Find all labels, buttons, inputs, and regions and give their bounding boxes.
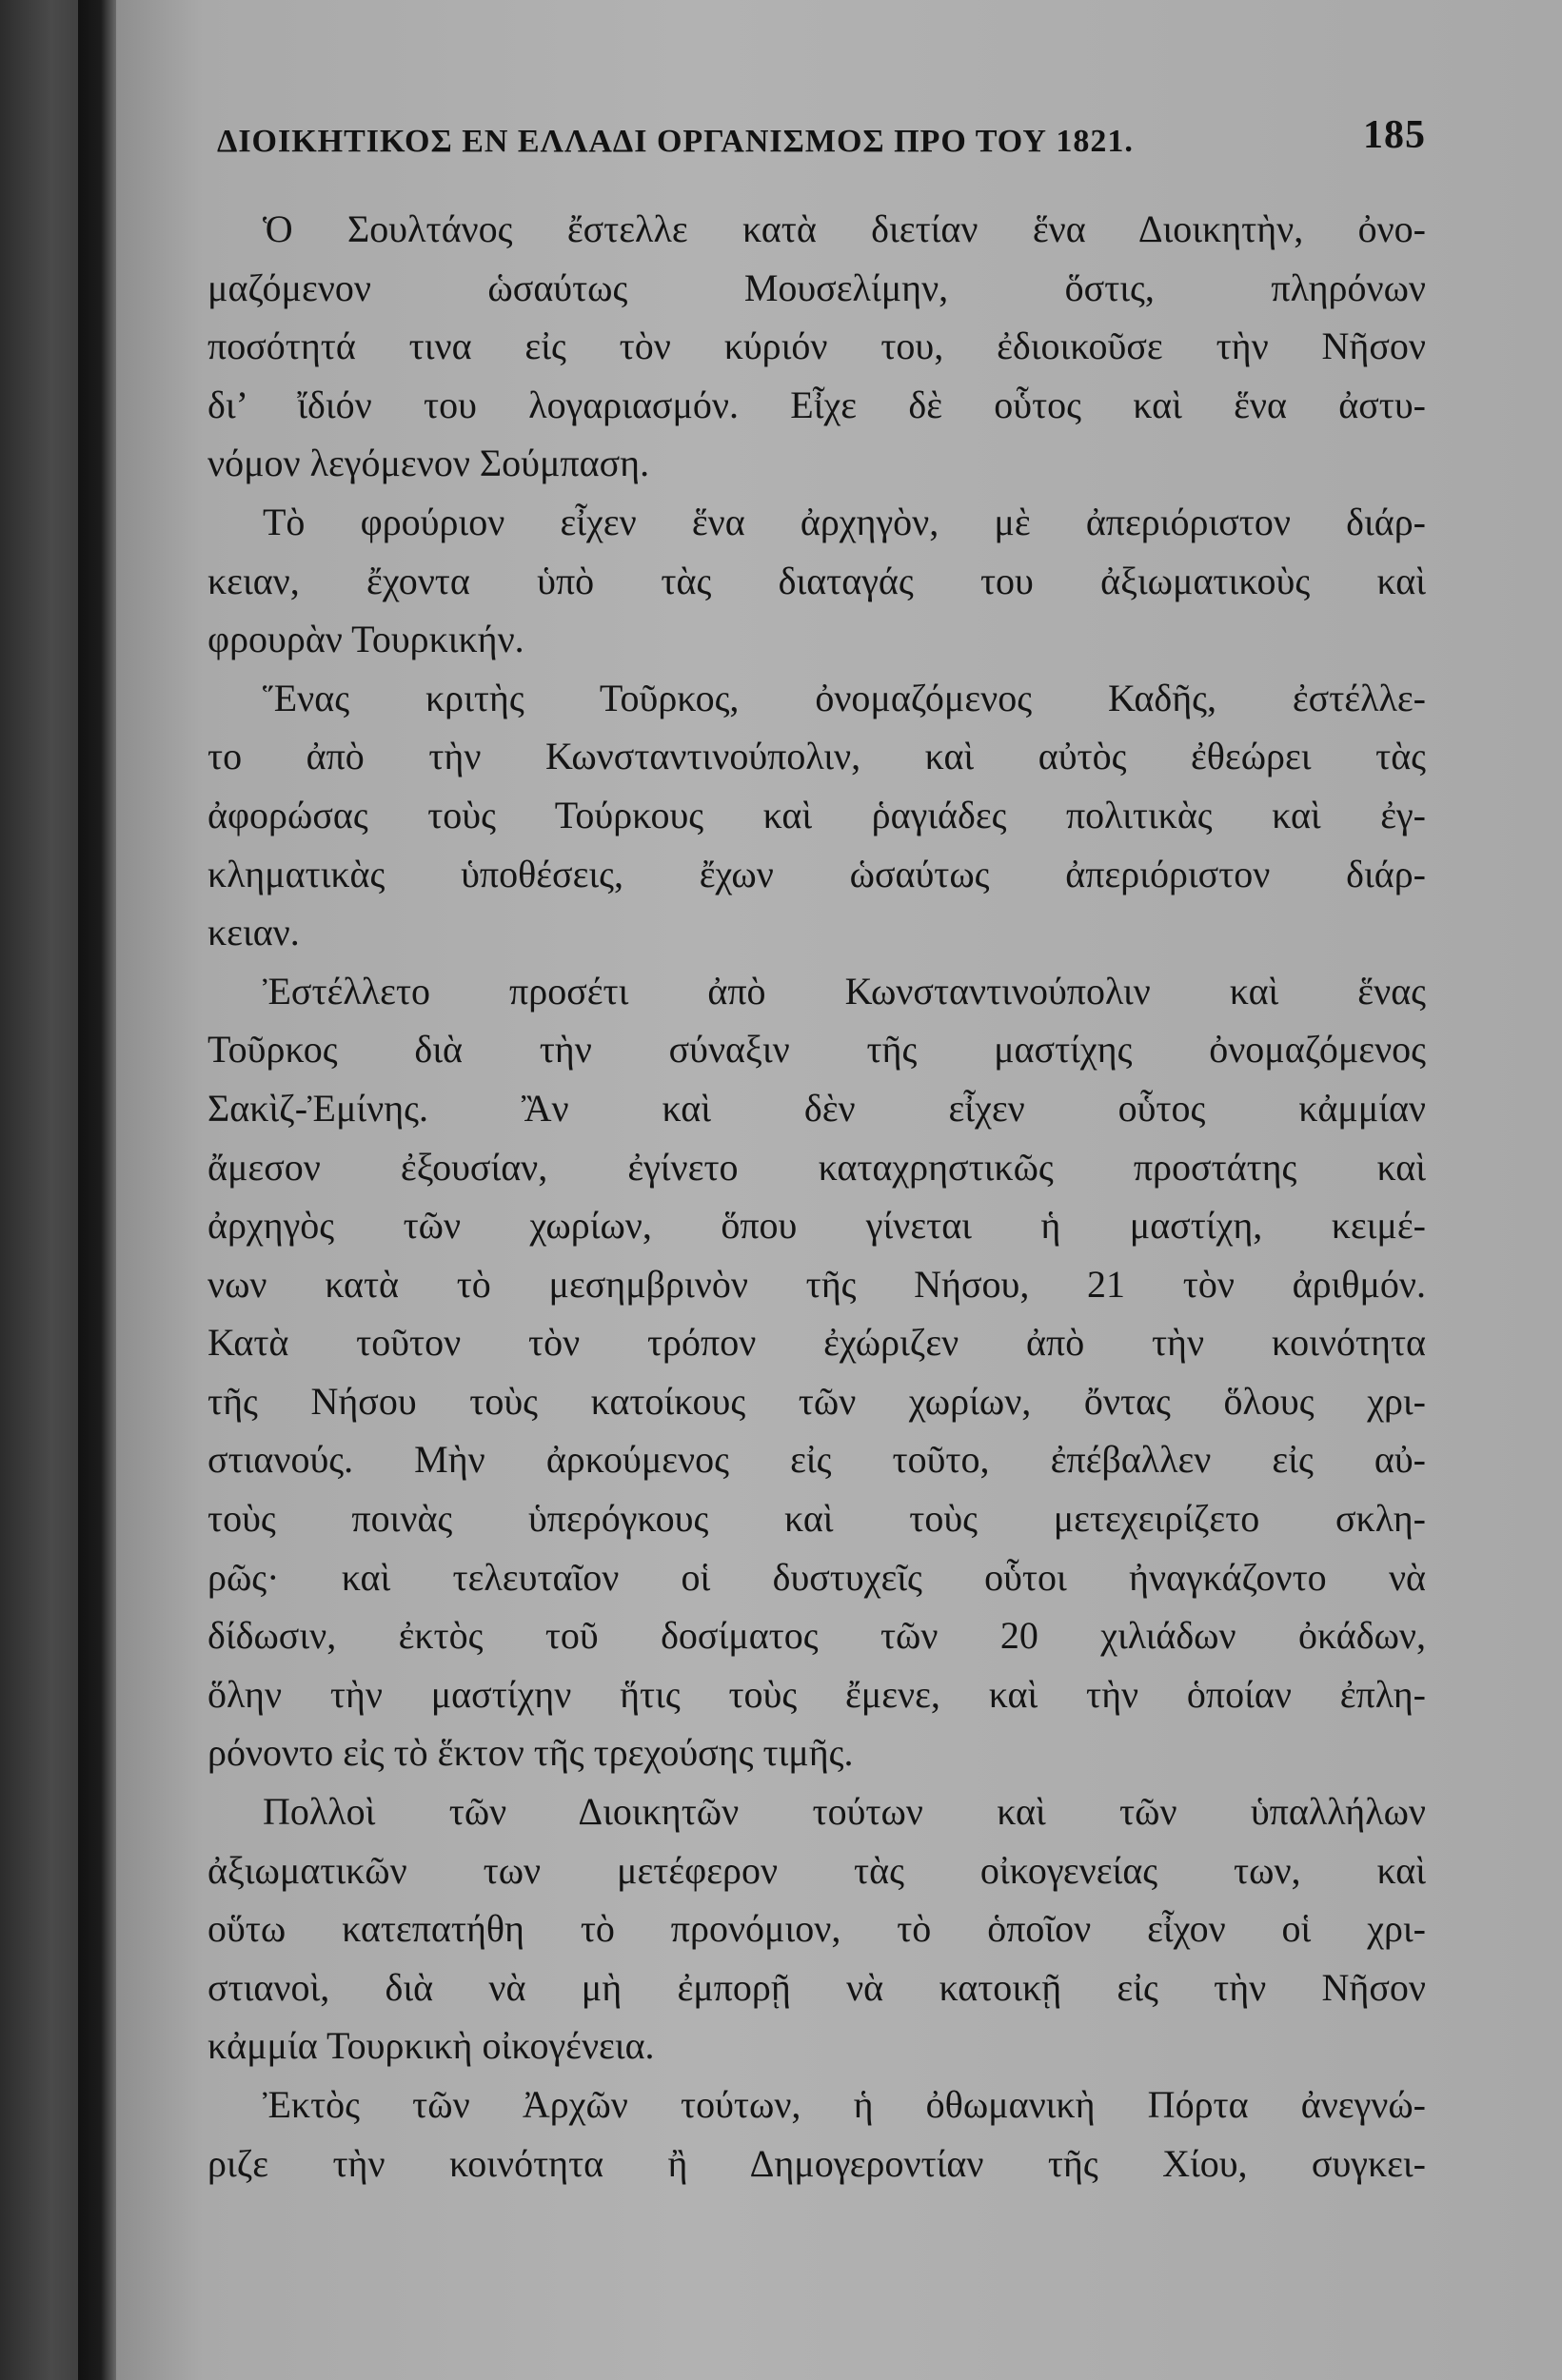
text-line: δίδωσιν, ἐκτὸς τοῦ δοσίματος τῶν 20 χιλιάδων ὀκάδων, <box>208 1614 1426 1658</box>
running-head: ΔΙΟΙΚΗΤΙΚΟΣ ΕΝ ΕΛΛΑΔΙ ΟΡΓΑΝΙΣΜΟΣ ΠΡΟ ΤΟΥ 1821. <box>217 124 1134 159</box>
text-line: ἀρχηγὸς τῶν χωρίων, ὅπου γίνεται ἡ μαστίχη, κειμέ- <box>208 1204 1426 1248</box>
text-line: ἄμεσον ἐξουσίαν, ἐγίνετο καταχρηστικῶς προστάτης καὶ <box>208 1145 1426 1189</box>
text-line: ποσότητά τινα εἰς τὸν κύριόν του, ἐδιοικοῦσε τὴν Νῆσον <box>208 325 1426 368</box>
text-line: νων κατὰ τὸ μεσημβρινὸν τῆς Νήσου, 21 τὸν ἀριθμόν. <box>208 1262 1426 1306</box>
page-number: 185 <box>1363 113 1426 157</box>
text-line: Πολλοὶ τῶν Διοικητῶν τούτων καὶ τῶν ὑπαλλήλων <box>263 1790 1426 1834</box>
text-line: Ἐκτὸς τῶν Ἀρχῶν τούτων, ἡ ὀθωμανικὴ Πόρτα ἀνεγνώ- <box>263 2083 1426 2126</box>
text-line: στιανοὶ, διὰ νὰ μὴ ἐμπορῇ νὰ κατοικῇ εἰς τὴν Νῆσον <box>208 1965 1426 2009</box>
text-line: ρόνοντο εἰς τὸ ἕκτον τῆς τρεχούσης τιμῆς. <box>208 1731 854 1775</box>
text-line: ἀφορώσας τοὺς Τούρκους καὶ ῥαγιάδες πολιτικὰς καὶ ἐγ- <box>208 793 1426 836</box>
text-line: οὕτω κατεπατήθη τὸ προνόμιον, τὸ ὁποῖον εἶχον οἱ χρι- <box>208 1907 1426 1951</box>
text-line: Ὁ Σουλτάνος ἔστελλε κατὰ διετίαν ἕνα Διοικητὴν, ὀνο- <box>263 207 1426 250</box>
text-line: νόμον λεγόμενον Σούμπαση. <box>208 442 650 485</box>
book-spine <box>78 0 116 2380</box>
text-line: στιανούς. Μὴν ἀρκούμενος εἰς τοῦτο, ἐπέβαλλεν εἰς αὐ- <box>208 1438 1426 1482</box>
left-margin-shadow <box>0 0 86 2380</box>
text-line: Σακὶζ-Ἐμίνης. Ἂν καὶ δὲν εἶχεν οὗτος κἀμμίαν <box>208 1086 1426 1130</box>
text-line: Τοῦρκος διὰ τὴν σύναξιν τῆς μαστίχης ὀνομαζόμενος <box>208 1028 1426 1072</box>
text-line: ριζε τὴν κοινότητα ἢ Δημογεροντίαν τῆς Χίου, συγκει- <box>208 2141 1426 2185</box>
text-line: ἀξιωματικῶν των μετέφερον τὰς οἰκογενείας των, καὶ <box>208 1848 1426 1892</box>
text-line: το ἀπὸ τὴν Κωνσταντινούπολιν, καὶ αὐτὸς ἐθεώρει τὰς <box>208 735 1426 778</box>
body-text <box>208 200 1426 2193</box>
text-line: τῆς Νήσου τοὺς κατοίκους τῶν χωρίων, ὄντας ὅλους χρι- <box>208 1379 1426 1423</box>
text-line: κειαν. <box>208 911 300 954</box>
text-line: κειαν, ἔχοντα ὑπὸ τὰς διαταγάς του ἀξιωματικοὺς καὶ <box>208 559 1426 602</box>
book-page <box>116 0 1562 2380</box>
text-line: ρῶς· καὶ τελευταῖον οἱ δυστυχεῖς οὗτοι ἠναγκάζοντο νὰ <box>208 1555 1426 1599</box>
text-line: τοὺς ποινὰς ὑπερόγκους καὶ τοὺς μετεχειρίζετο σκλη- <box>208 1497 1426 1541</box>
text-line: φρουρὰν Τουρκικήν. <box>208 618 524 661</box>
page-header <box>217 112 1426 164</box>
text-line: ὅλην τὴν μαστίχην ἥτις τοὺς ἔμενε, καὶ τὴν ὁποίαν ἐπλη- <box>208 1672 1426 1716</box>
text-line: Τὸ φρούριον εἶχεν ἕνα ἀρχηγὸν, μὲ ἀπεριόριστον διάρ- <box>263 500 1426 543</box>
text-line: δι’ ἴδιόν του λογαριασμόν. Εἶχε δὲ οὗτος καὶ ἕνα ἀστυ- <box>208 383 1426 426</box>
text-line: μαζόμενον ὡσαύτως Μουσελίμην, ὅστις, πληρόνων <box>208 266 1426 309</box>
text-line: Κατὰ τοῦτον τὸν τρόπον ἐχώριζεν ἀπὸ τὴν κοινότητα <box>208 1321 1426 1365</box>
text-line: Ἕνας κριτὴς Τοῦρκος, ὀνομαζόμενος Καδῆς, ἐστέλλε- <box>263 676 1426 719</box>
text-line: Ἐστέλλετο προσέτι ἀπὸ Κωνσταντινούπολιν καὶ ἕνας <box>263 969 1426 1013</box>
text-line: κληματικὰς ὑποθέσεις, ἔχων ὡσαύτως ἀπεριόριστον διάρ- <box>208 852 1426 895</box>
text-line: κἀμμία Τουρκικὴ οἰκογένεια. <box>208 2024 655 2068</box>
